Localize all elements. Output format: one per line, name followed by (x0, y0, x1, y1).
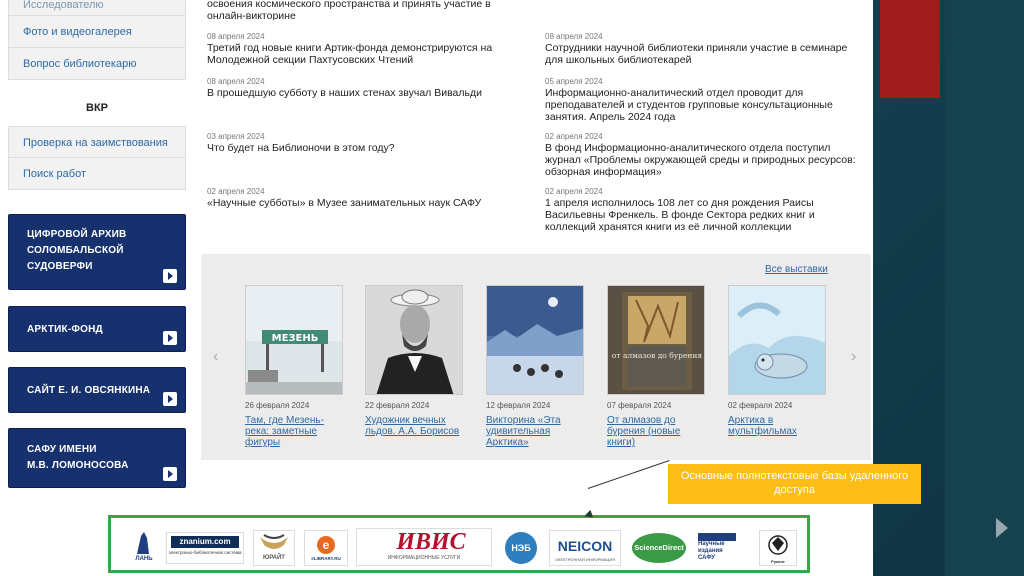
exhibition-image[interactable] (486, 285, 584, 395)
sidebar-link-researcher[interactable]: Исследователю (8, 0, 186, 16)
logo-lan[interactable] (129, 530, 159, 566)
logo-neicon-text: NEICON (557, 538, 613, 554)
exhibition-image[interactable] (365, 285, 463, 395)
news-title[interactable]: Сотрудники научной библиотеки приняли участие в семинаре для школьных библиотекарей (545, 42, 848, 66)
banner-arctic-fund[interactable] (8, 306, 186, 352)
logo-sciencedirect[interactable] (630, 530, 688, 566)
arrow-right-icon (163, 269, 177, 283)
news-date: 02 апреля 2024 (545, 187, 603, 196)
logo-znanium-text: znanium.com (171, 536, 239, 548)
banner-line: ЦИФРОВОЙ АРХИВ (27, 229, 127, 240)
news-item (545, 132, 860, 178)
logo-narfu-publications[interactable] (696, 530, 738, 566)
banner-line: СОЛОМБАЛЬСКОЙ (27, 245, 124, 256)
news-title[interactable]: Третий год новые книги Артик-фонда демонстрируются на Молодежной секции Пахтусовских Чтений (207, 42, 493, 66)
exhibition-date: 02 февраля 2024 (728, 401, 793, 410)
arrow-right-icon (163, 331, 177, 345)
mezen-sign: МЕЗЕНЬ (271, 333, 319, 344)
banner-line: САЙТ Е. И. ОВСЯНКИНА (27, 385, 151, 396)
decor-right-panel (945, 0, 1024, 576)
exhibition-image[interactable] (607, 285, 705, 395)
logo-neb-text: НЭБ (505, 532, 537, 564)
logo-znanium[interactable] (166, 532, 244, 564)
logo-ivis[interactable] (356, 528, 492, 566)
arrow-right-icon (163, 392, 177, 406)
news-item (545, 77, 855, 123)
news-title[interactable]: В фонд Информационно-аналитического отдела поступил журнал «Проблемы окружающей среды и природных ресурсов: обзорная информация» (545, 142, 856, 178)
banner-line: СУДОВЕРФИ (27, 261, 93, 272)
banner-line: САФУ ИМЕНИ (27, 444, 97, 455)
logo-lan-text: ЛАНЬ (135, 556, 153, 562)
news-title[interactable]: Информационно-аналитический отдел проводит для преподавателей и студентов групповые консультационные занятия. Апрель 2024 года (545, 87, 833, 123)
logo-elibrary[interactable]: e eLIBRARY.RU (304, 530, 348, 566)
decor-triangle-icon (996, 518, 1008, 538)
logo-rukont[interactable] (759, 530, 797, 566)
logo-neb[interactable] (501, 530, 541, 566)
news-item (207, 77, 527, 99)
exhibition-title[interactable]: Художник вечных льдов. А.А. Борисов (365, 415, 460, 437)
news-title[interactable]: 1 апреля исполнилось 108 лет со дня рождения Раисы Васильевны Френкель. В фонде Сектора редких книг и коллекций хранятся книги из её личной коллекции (545, 197, 815, 233)
news-date: 03 апреля 2024 (207, 132, 265, 141)
logo-rukont-text: Руконт (771, 559, 785, 564)
decor-red-block (880, 0, 940, 98)
chevron-left-icon[interactable]: ‹ (213, 348, 219, 365)
exhibition-date: 12 февраля 2024 (486, 401, 551, 410)
sidebar-link-gallery[interactable]: Фото и видеогалерея (8, 16, 186, 48)
news-title[interactable]: «Научные субботы» в Музее занимательных наук САФУ (207, 197, 482, 209)
logo-urait-text: ЮРАЙТ (263, 555, 285, 561)
exhibition-title[interactable]: Викторина «Эта удивительная Арктика» (486, 415, 561, 448)
logo-neicon[interactable] (549, 530, 621, 566)
news-date: 08 апреля 2024 (545, 32, 603, 41)
exhibition-image[interactable] (728, 285, 826, 395)
news-item (207, 32, 527, 66)
logo-znanium-sub: электронно-библиотечная система (168, 550, 242, 555)
exhibition-card[interactable] (607, 285, 707, 448)
exhibition-card[interactable] (728, 285, 828, 437)
news-date: 02 апреля 2024 (545, 132, 603, 141)
book-cover-text: от алмазов до бурения (611, 351, 703, 360)
callout-box (668, 464, 921, 504)
callout-text: Основные полнотекстовые базы удаленного доступа (680, 470, 909, 496)
logo-narfu-publications-text: Научные издания САФУ (698, 541, 725, 561)
sidebar-link-ask-librarian[interactable]: Вопрос библиотекарю (8, 48, 186, 80)
exhibitions-carousel (201, 254, 871, 460)
banner-line: АРКТИК-ФОНД (27, 324, 103, 335)
banner-line: М.В. ЛОМОНОСОВА (27, 460, 129, 471)
chevron-right-icon[interactable]: › (851, 348, 857, 365)
logo-elibrary-text: eLIBRARY.RU (311, 556, 341, 561)
news-date: 02 апреля 2024 (207, 187, 265, 196)
exhibition-date: 26 февраля 2024 (245, 401, 310, 410)
exhibition-card[interactable] (245, 285, 345, 448)
news-item (545, 32, 865, 66)
banner-ovsyankin-site[interactable] (8, 367, 186, 413)
exhibition-date: 07 февраля 2024 (607, 401, 672, 410)
sidebar-link-plagiarism-check[interactable]: Проверка на заимствования (8, 126, 186, 158)
news-title[interactable]: В прошедшую субботу в наших стенах звучал Вивальди (207, 87, 482, 99)
news-item (207, 132, 527, 154)
exhibition-title[interactable]: Арктика в мультфильмах (728, 415, 797, 437)
logo-neicon-sub: ЭЛЕКТРОННАЯ ИНФОРМАЦИЯ (554, 557, 616, 562)
sidebar (8, 0, 186, 471)
exhibition-card[interactable] (486, 285, 586, 448)
news-title-fragment[interactable]: освоения космического пространства и принять участие в онлайн-викторине (207, 0, 491, 20)
exhibition-date: 22 февраля 2024 (365, 401, 430, 410)
sidebar-heading-vkr: ВКР (86, 102, 108, 114)
sidebar-link-search-works[interactable]: Поиск работ (8, 158, 186, 190)
logo-urait[interactable] (253, 530, 295, 566)
news-item (207, 187, 527, 209)
exhibition-image[interactable] (245, 285, 343, 395)
news-date: 08 апреля 2024 (207, 32, 265, 41)
banner-solombala-archive[interactable] (8, 214, 186, 290)
database-logos-panel (108, 515, 810, 573)
logo-ivis-sub: ИНФОРМАЦИОННЫЕ УСЛУГИ (387, 555, 461, 561)
news-title[interactable]: Что будет на Библионочи в этом году? (207, 142, 395, 154)
news-item (545, 187, 855, 233)
exhibition-title[interactable]: Там, где Мезень-река: заметные фигуры (245, 415, 324, 448)
exhibition-title[interactable]: От алмазов до бурения (новые книги) (607, 415, 681, 448)
exhibition-card[interactable] (365, 285, 465, 437)
arrow-right-icon (163, 467, 177, 481)
news-date: 08 апреля 2024 (207, 77, 265, 86)
logo-ivis-text: ИВИС (396, 529, 466, 555)
logo-sciencedirect-text: ScienceDirect (632, 533, 686, 563)
banner-narfu[interactable] (8, 428, 186, 488)
all-exhibitions-link[interactable]: Все выставки (765, 264, 828, 275)
news-date: 05 апреля 2024 (545, 77, 603, 86)
